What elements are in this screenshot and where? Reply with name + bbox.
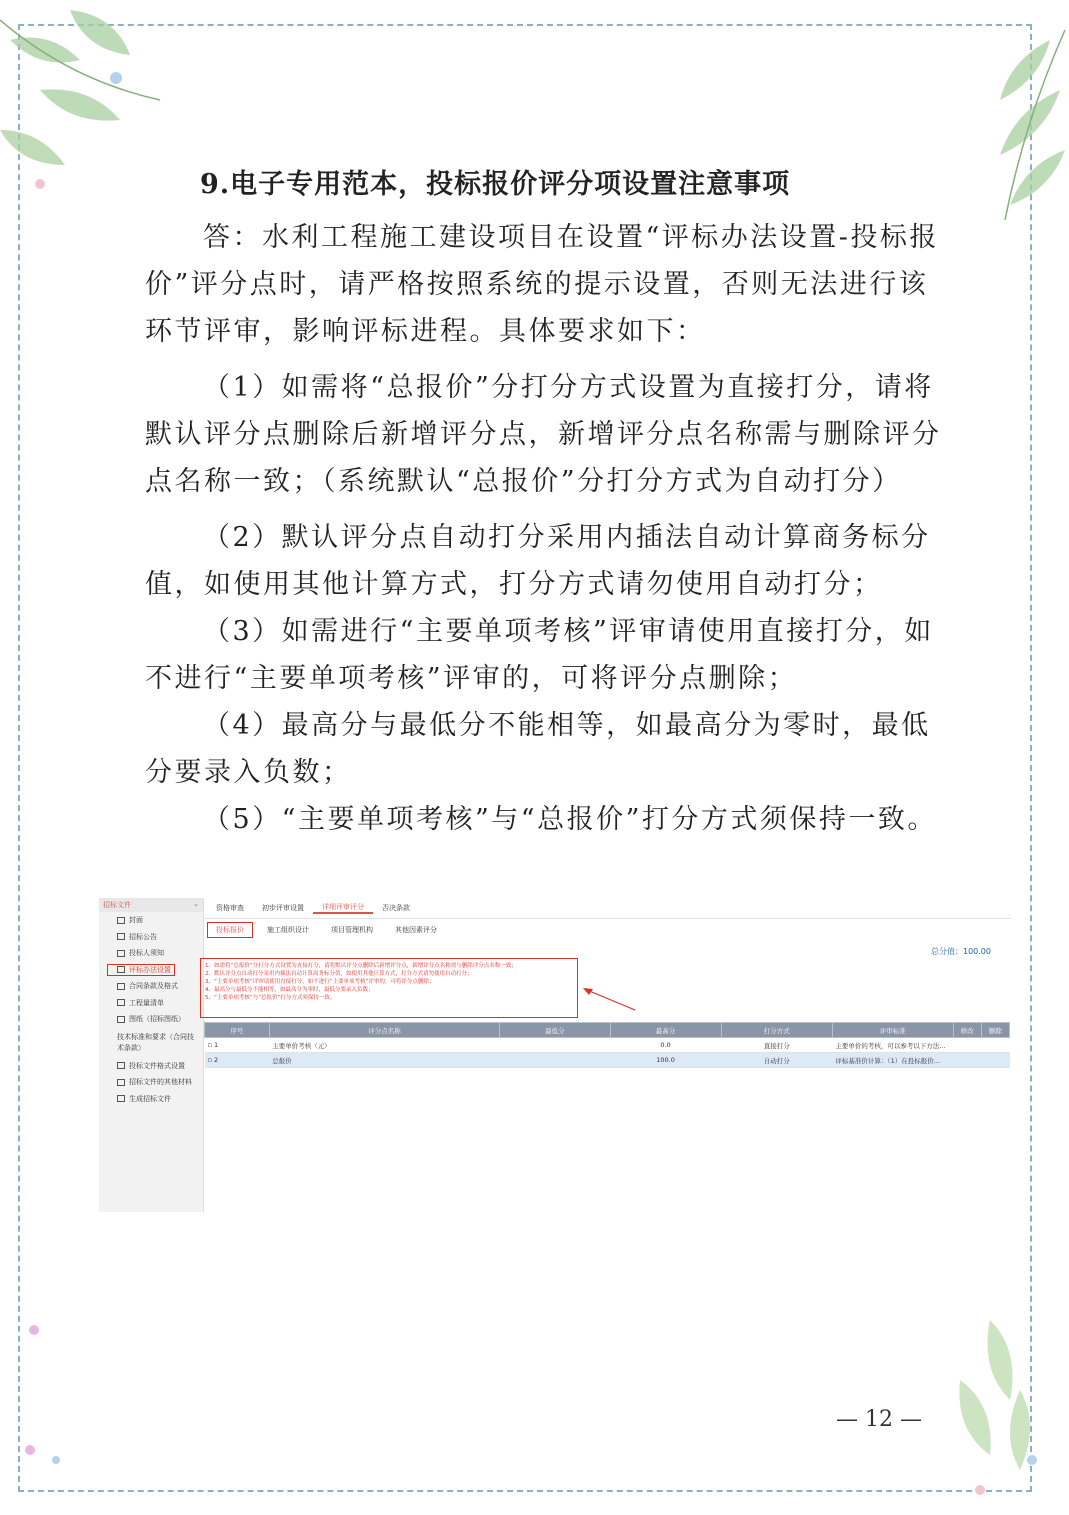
row-method: 直接打分 bbox=[721, 1038, 832, 1053]
embedded-screenshot bbox=[99, 898, 1011, 1212]
edit-icon[interactable] bbox=[953, 1038, 981, 1053]
tab-veto[interactable]: 否决条款 bbox=[382, 904, 410, 912]
sidebar-header[interactable] bbox=[99, 898, 203, 912]
row-number: ▫ 1 bbox=[205, 1038, 270, 1053]
row-standard: 评标基准价计算：（1）在投标报价... bbox=[832, 1053, 953, 1068]
sidebar-item-label: 合同条款及格式 bbox=[129, 982, 178, 991]
table-row[interactable] bbox=[205, 1038, 1010, 1053]
column-header: 评审标准 bbox=[832, 1023, 953, 1038]
document-icon bbox=[117, 917, 125, 924]
paragraph-item-2 bbox=[145, 514, 945, 608]
sidebar-item-label: 封面 bbox=[129, 916, 143, 925]
score-table bbox=[204, 1022, 1010, 1068]
document-icon bbox=[117, 1062, 125, 1069]
subtab-bar bbox=[203, 919, 1011, 941]
sidebar-item-label: 招标文件的其他材料 bbox=[129, 1078, 192, 1087]
sidebar-item[interactable] bbox=[99, 1091, 203, 1108]
sidebar bbox=[99, 898, 204, 1212]
tab-qualification[interactable]: 资格审查 bbox=[216, 904, 244, 912]
sidebar-item-label: 图纸（招标图纸） bbox=[129, 1015, 185, 1024]
column-header: 删除 bbox=[981, 1023, 1009, 1038]
paragraph-intro bbox=[145, 214, 945, 355]
notice-line: 3、“主要单项考核”评审请使用直接打分，如不进行“主要单项考核”评审的，可将评分点删除； bbox=[205, 979, 435, 985]
sidebar-item-label: 生成招标文件 bbox=[129, 1094, 171, 1103]
table-header-row bbox=[205, 1023, 1010, 1038]
document-icon bbox=[117, 950, 125, 957]
paragraph-text: 答：水利工程施工建设项目在设置“评标办法设置-投标报价”评分点时，请严格按照系统的提示设置，否则无法进行该环节评审，影响评标进程。具体要求如下： bbox=[145, 222, 939, 347]
sidebar-item-label: 技术标准和要求（合同技术条款） bbox=[117, 1032, 194, 1052]
edit-icon[interactable] bbox=[953, 1053, 981, 1068]
sidebar-item-label: 评标办法设置 bbox=[129, 965, 171, 974]
notice-line: 1、如需将“总报价”分打分方式设置为直接打分，请将默认评分点删除后新增评分点，新增评分点名称需与删除评分点名称一致； bbox=[205, 963, 517, 969]
tab-bar bbox=[203, 898, 1011, 919]
sidebar-item[interactable] bbox=[99, 1058, 203, 1075]
leaf-decoration-top-right bbox=[940, 30, 1069, 230]
column-header: 评分点名称 bbox=[269, 1023, 499, 1038]
arrow-icon bbox=[579, 984, 639, 1014]
paragraph-text: （4）最高分与最低分不能相等，如最高分为零时，最低分要录入负数； bbox=[145, 710, 931, 788]
delete-icon[interactable] bbox=[981, 1038, 1009, 1053]
row-number-text: 1 bbox=[213, 1041, 219, 1049]
sidebar-item[interactable] bbox=[99, 912, 203, 929]
total-score: 总分值：100.00 bbox=[931, 947, 991, 956]
row-standard: 主要单价的考核，可以参考以下方法... bbox=[832, 1038, 953, 1053]
tab-detailed[interactable]: 详细评审评分 bbox=[313, 902, 373, 914]
user-icon bbox=[117, 966, 125, 973]
row-name: 主要单价考核（元） bbox=[269, 1038, 499, 1053]
leaf-decoration-bottom-right bbox=[920, 1300, 1069, 1515]
subtab-other[interactable]: 其他因素评分 bbox=[395, 926, 437, 934]
notice-line: 5、“主要单项考核”与“总报价”打分方式须保持一致。 bbox=[205, 995, 336, 1001]
sidebar-item-label: 投标人须知 bbox=[129, 949, 164, 958]
paragraph-text: （3）如需进行“主要单项考核”评审请使用直接打分，如不进行“主要单项考核”评审的，可将评分点删除； bbox=[145, 616, 934, 694]
notice-line: 2、默认评分点自动打分采用内插法自动计算商务标分值，如使用其他计算方式，打分方式请勿使用自动打分； bbox=[205, 971, 473, 977]
paragraph-item-4 bbox=[145, 702, 945, 796]
table-row[interactable] bbox=[205, 1053, 1010, 1068]
chevron-down-icon: ⌄ bbox=[193, 900, 199, 908]
sidebar-item[interactable] bbox=[99, 995, 203, 1012]
subtab-construction[interactable]: 施工组织设计 bbox=[267, 926, 309, 934]
sidebar-item[interactable] bbox=[99, 1028, 195, 1058]
document-icon bbox=[117, 1079, 125, 1086]
sidebar-item[interactable] bbox=[99, 945, 203, 962]
sidebar-item-label: 工程量清单 bbox=[129, 998, 164, 1007]
gear-icon bbox=[117, 999, 125, 1006]
document-icon bbox=[117, 1016, 125, 1023]
section-heading: 9.电子专用范本，投标报价评分项设置注意事项 bbox=[200, 169, 791, 200]
sidebar-item-selected[interactable] bbox=[105, 962, 177, 979]
sidebar-item-label: 投标文件格式设置 bbox=[129, 1061, 185, 1070]
column-header: 序号 bbox=[205, 1023, 270, 1038]
sidebar-header-label: 招标文件 bbox=[103, 901, 131, 909]
notice-line: 4、最高分与最低分不能相等，如最高分为零时，最低分要录入负数； bbox=[205, 987, 374, 993]
sidebar-item[interactable] bbox=[99, 1011, 203, 1028]
subtab-management[interactable]: 项目管理机构 bbox=[331, 926, 373, 934]
row-max: 100.0 bbox=[610, 1053, 721, 1068]
column-header: 最高分 bbox=[610, 1023, 721, 1038]
subtab-bid-price[interactable]: 投标报价 bbox=[207, 922, 253, 938]
row-number-text: 2 bbox=[213, 1056, 219, 1064]
row-max: 0.0 bbox=[610, 1038, 721, 1053]
sidebar-item[interactable] bbox=[99, 929, 203, 946]
document-icon bbox=[117, 983, 125, 990]
leaf-decoration-top-left bbox=[0, 0, 190, 220]
paragraph-item-5 bbox=[145, 796, 945, 843]
row-min bbox=[500, 1053, 610, 1068]
delete-icon[interactable] bbox=[981, 1053, 1009, 1068]
document-icon bbox=[117, 933, 125, 940]
row-number: ▫ 2 bbox=[205, 1053, 270, 1068]
paragraph-text: （2）默认评分点自动打分采用内插法自动计算商务标分值，如使用其他计算方式，打分方式请勿使用自动打分； bbox=[145, 522, 931, 600]
paragraph-text: （5）“主要单项考核”与“总报价”打分方式须保持一致。 bbox=[203, 804, 937, 835]
sidebar-item[interactable] bbox=[99, 978, 203, 995]
flower-decoration-bottom-left bbox=[20, 1320, 80, 1470]
column-header: 修改 bbox=[953, 1023, 981, 1038]
mail-icon bbox=[117, 1095, 125, 1102]
column-header: 打分方式 bbox=[721, 1023, 832, 1038]
column-header: 最低分 bbox=[500, 1023, 610, 1038]
paragraph-text: （1）如需将“总报价”分打分方式设置为直接打分，请将默认评分点删除后新增评分点，新增评分点名称需与删除评分点名称一致；（系统默认“总报价”分打分方式为自动打分） bbox=[145, 372, 942, 497]
row-name: 总报价 bbox=[269, 1053, 499, 1068]
page-number: — 12 — bbox=[836, 1407, 922, 1432]
tab-preliminary[interactable]: 初步评审设置 bbox=[262, 904, 304, 912]
notice-box bbox=[200, 958, 578, 1018]
row-min bbox=[500, 1038, 610, 1053]
paragraph-item-3 bbox=[145, 608, 945, 702]
paragraph-item-1 bbox=[145, 364, 945, 505]
sidebar-item[interactable] bbox=[99, 1074, 203, 1091]
sidebar-item-label: 招标公告 bbox=[129, 932, 157, 941]
row-method: 自动打分 bbox=[721, 1053, 832, 1068]
